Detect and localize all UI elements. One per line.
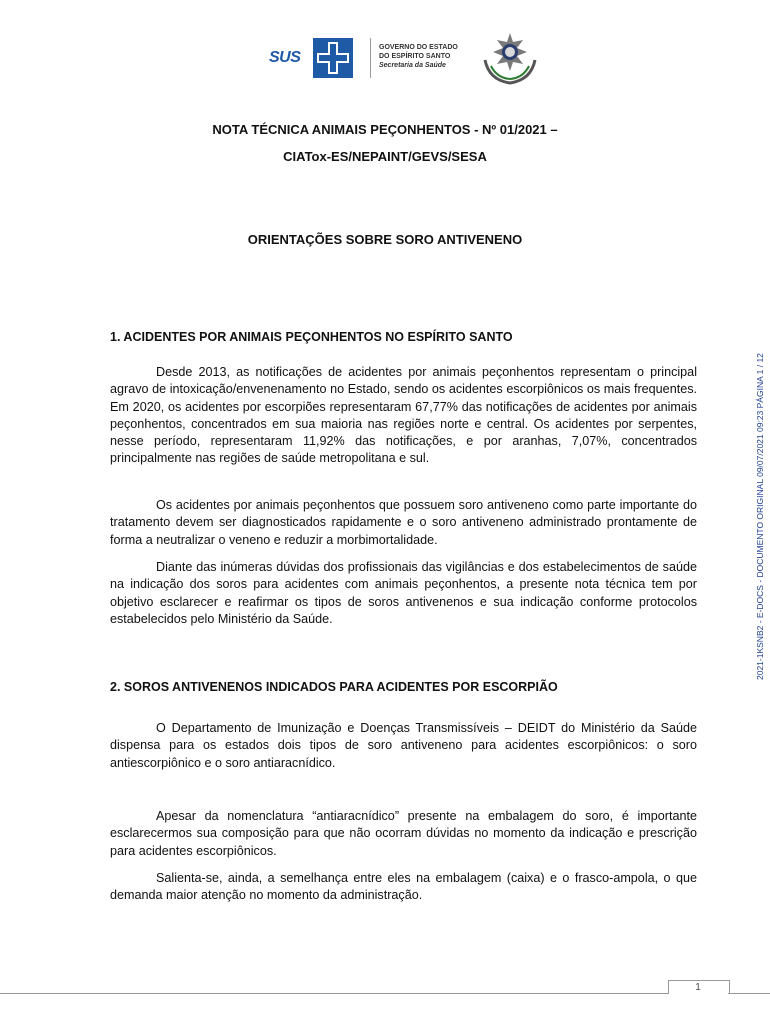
header-divider bbox=[370, 38, 371, 78]
document-title-line-1: NOTA TÉCNICA ANIMAIS PEÇONHENTOS - Nº 01/2021 – bbox=[212, 122, 558, 137]
header-logos bbox=[267, 30, 541, 86]
sus-logo bbox=[267, 38, 355, 78]
section-1-paragraph-2: Os acidentes por animais peçonhentos que possuem soro antiveneno como parte importante do tratamento devem ser diagnosticados rapidamente e o soro antiveneno administrado prontamente de forma a neutralizar o veneno e reduzir a morbimortalidade. bbox=[110, 498, 697, 547]
section-2-paragraph-1: O Departamento de Imunização e Doenças Transmissíveis – DEIDT do Ministério da Saúde dispensa para os estados dois tipos de soro antiveneno para acidentes escorpiônicos: o soro antiescorpiônico e o soro antiaracnídico. bbox=[110, 721, 697, 770]
section-1-paragraph-3: Diante das inúmeras dúvidas dos profissionais das vigilâncias e dos estabelecimentos de saúde na indicação dos soros para acidentes com animais peçonhentos, a presente nota técnica tem por objetivo esclarecer e reafirmar os tipos de soros antivenenos e sua indicação conforme protocolos estabelecidos pelo Ministério da Saúde. bbox=[110, 560, 697, 626]
section-2-paragraph-2: Apesar da nomenclatura “antiaracnídico” presente na embalagem do soro, é importante esclarecermos sua composição para que não ocorram dúvidas no momento da indicação e prescrição para acidentes escorpiônicos. bbox=[110, 809, 697, 858]
footer-rule-left bbox=[0, 993, 668, 994]
section-1-heading: 1. ACIDENTES POR ANIMAIS PEÇONHENTOS NO ESPÍRITO SANTO bbox=[110, 330, 513, 344]
document-title-line-2: CIATox-ES/NEPAINT/GEVS/SESA bbox=[283, 149, 487, 164]
government-logo-text bbox=[379, 43, 458, 70]
page-number: 1 bbox=[695, 982, 701, 993]
section-2-paragraph-3: Salienta-se, ainda, a semelhança entre eles na embalagem (caixa) e o frasco-ampola, o que demanda maior atenção no momento da administração. bbox=[110, 871, 697, 903]
sus-logo-text: SUS bbox=[269, 49, 301, 66]
section-1-paragraph-1: Desde 2013, as notificações de acidentes por animais peçonhentos representam o principal agravo de intoxicação/envenenamento no Estado, sendo os acidentes escorpiônicos os mais frequentes. Em 2020, os acidentes por escorpiões representaram 67,77% das notificações de acidentes por animais peçonhentos, concentrados em sua maioria nas regiões norte e central. Os acidentes por serpentes, nesse período, representaram 11,92% das notificações, e por aranhas, 7,07%, concentrados principalmente nas regiões de saúde metropolitana e sul. bbox=[110, 365, 697, 466]
document-subtitle: ORIENTAÇÕES SOBRE SORO ANTIVENENO bbox=[247, 232, 523, 247]
gov-line-3: Secretaria da Saúde bbox=[379, 62, 446, 69]
gov-line-2: DO ESPÍRITO SANTO bbox=[379, 53, 451, 60]
footer-rule-right bbox=[728, 993, 770, 994]
gov-line-1: GOVERNO DO ESTADO bbox=[379, 44, 458, 51]
coat-of-arms-icon bbox=[479, 30, 541, 86]
sus-cross-icon bbox=[313, 38, 353, 78]
section-2-heading: 2. SOROS ANTIVENENOS INDICADOS PARA ACIDENTES POR ESCORPIÃO bbox=[110, 680, 558, 694]
edocs-side-stamp: 2021-1KSNB2 - E-DOCS - DOCUMENTO ORIGINAL 09/07/2021 09:23 PÁGINA 1 / 12 bbox=[755, 353, 765, 680]
